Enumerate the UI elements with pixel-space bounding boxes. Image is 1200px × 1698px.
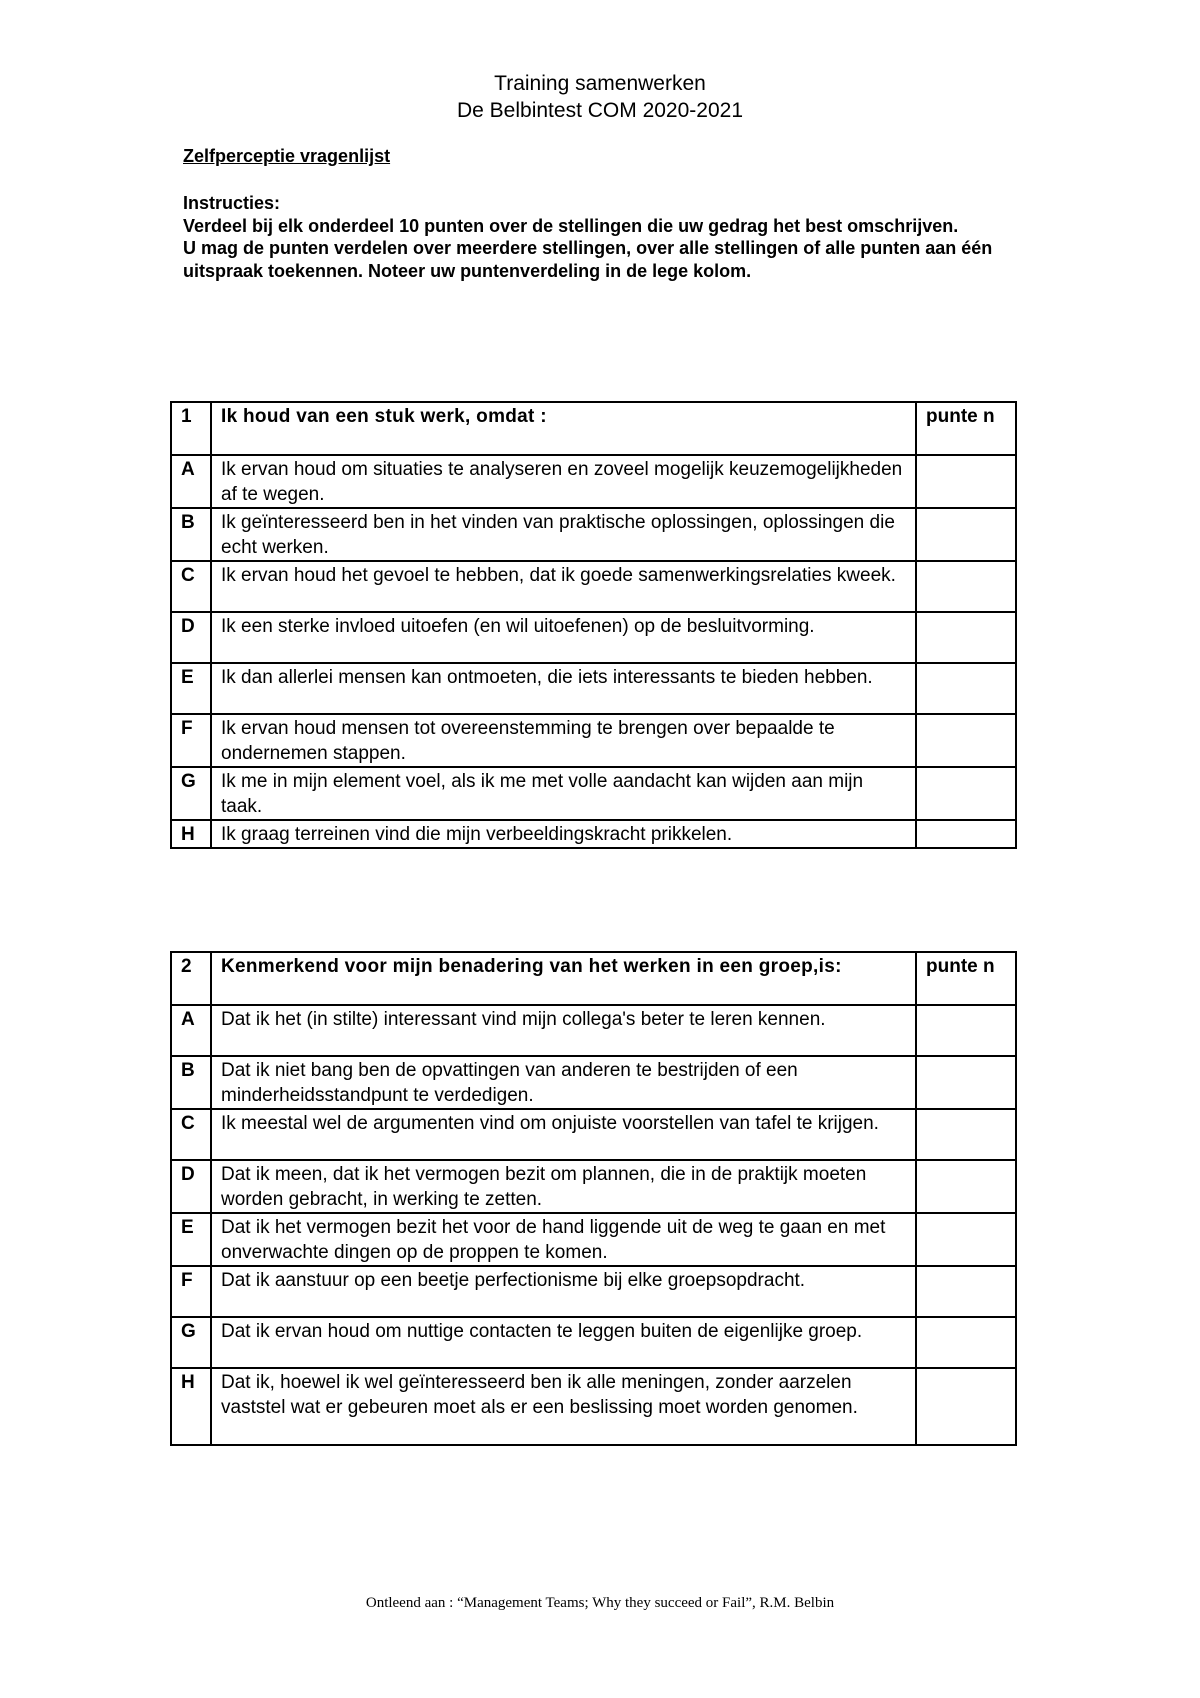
table-row <box>171 1317 1016 1368</box>
points-input-cell[interactable] <box>916 767 1016 820</box>
document-title <box>0 70 1200 124</box>
statement-text: Ik ervan houd mensen tot overeenstemming te brengen over bepaalde te ondernemen stappen. <box>211 714 916 767</box>
points-input-cell[interactable] <box>916 1213 1016 1266</box>
points-input-cell[interactable] <box>916 455 1016 508</box>
instructions-line-1: Verdeel bij elk onderdeel 10 punten over de stellingen die uw gedrag het best omschrijven. <box>183 215 959 236</box>
title-line-1: Training samenwerken <box>494 72 706 95</box>
statement-text: Ik graag terreinen vind die mijn verbeeldingskracht prikkelen. <box>211 820 916 848</box>
row-letter: A <box>171 1005 211 1056</box>
statement-text: Ik ervan houd het gevoel te hebben, dat ik goede samenwerkingsrelaties kweek. <box>211 561 916 612</box>
row-letter: E <box>171 663 211 714</box>
table-row <box>171 767 1016 820</box>
points-input-cell[interactable] <box>916 820 1016 848</box>
points-input-cell[interactable] <box>916 561 1016 612</box>
table-row <box>171 820 1016 848</box>
statement-text: Dat ik aanstuur op een beetje perfectionisme bij elke groepsopdracht. <box>211 1266 916 1317</box>
instructions-line-2: U mag de punten verdelen over meerdere stellingen, over alle stellingen of alle punten aan één uitspraak toekennen. Noteer uw puntenverdeling in de lege kolom. <box>183 238 993 281</box>
question-table-1 <box>170 401 1017 849</box>
points-input-cell[interactable] <box>916 1109 1016 1160</box>
statement-text: Ik me in mijn element voel, als ik me met volle aandacht kan wijden aan mijn taak. <box>211 767 916 820</box>
table-row <box>171 1109 1016 1160</box>
points-column-header: punte n <box>916 402 1016 455</box>
row-letter: H <box>171 1368 211 1445</box>
statement-text: Dat ik, hoewel ik wel geïnteresseerd ben ik alle meningen, zonder aarzelen vaststel wat er gebeuren moet als er een beslissing moet worden genomen. <box>211 1368 916 1445</box>
row-letter: C <box>171 1109 211 1160</box>
question-heading: Kenmerkend voor mijn benadering van het werken in een groep,is: <box>211 952 916 1005</box>
table-row <box>171 561 1016 612</box>
statement-text: Ik geïnteresseerd ben in het vinden van praktische oplossingen, oplossingen die echt werken. <box>211 508 916 561</box>
row-letter: D <box>171 1160 211 1213</box>
table-row <box>171 1160 1016 1213</box>
row-letter: G <box>171 767 211 820</box>
statement-text: Dat ik ervan houd om nuttige contacten te leggen buiten de eigenlijke groep. <box>211 1317 916 1368</box>
statement-text: Ik dan allerlei mensen kan ontmoeten, die iets interessants te bieden hebben. <box>211 663 916 714</box>
points-input-cell[interactable] <box>916 714 1016 767</box>
points-input-cell[interactable] <box>916 1160 1016 1213</box>
table-row <box>171 1368 1016 1445</box>
row-letter: B <box>171 508 211 561</box>
statement-text: Dat ik meen, dat ik het vermogen bezit om plannen, die in de praktijk moeten worden gebracht, in werking te zetten. <box>211 1160 916 1213</box>
row-letter: D <box>171 612 211 663</box>
table-row <box>171 508 1016 561</box>
table-row <box>171 455 1016 508</box>
table-row <box>171 1213 1016 1266</box>
table-row <box>171 612 1016 663</box>
points-input-cell[interactable] <box>916 1368 1016 1445</box>
table-row <box>171 1005 1016 1056</box>
row-letter: G <box>171 1317 211 1368</box>
row-letter: C <box>171 561 211 612</box>
questionnaire-subtitle: Zelfperceptie vragenlijst <box>183 146 391 166</box>
statement-text: Ik meestal wel de argumenten vind om onjuiste voorstellen van tafel te krijgen. <box>211 1109 916 1160</box>
row-letter: F <box>171 714 211 767</box>
points-input-cell[interactable] <box>916 1005 1016 1056</box>
points-column-header: punte n <box>916 952 1016 1005</box>
question-table-2 <box>170 951 1017 1446</box>
row-letter: A <box>171 455 211 508</box>
table-row <box>171 1056 1016 1109</box>
table-row <box>171 714 1016 767</box>
statement-text: Ik ervan houd om situaties te analyseren en zoveel mogelijk keuzemogelijkheden af te wegen. <box>211 455 916 508</box>
row-letter: F <box>171 1266 211 1317</box>
points-input-cell[interactable] <box>916 1317 1016 1368</box>
question-heading: Ik houd van een stuk werk, omdat : <box>211 402 916 455</box>
instructions-label: Instructies: <box>183 193 281 213</box>
points-input-cell[interactable] <box>916 1266 1016 1317</box>
table-row <box>171 663 1016 714</box>
statement-text: Dat ik het (in stilte) interessant vind mijn collega's beter te leren kennen. <box>211 1005 916 1056</box>
question-number: 1 <box>171 402 211 455</box>
points-input-cell[interactable] <box>916 508 1016 561</box>
instructions <box>183 192 1033 282</box>
table-header-row <box>171 402 1016 455</box>
source-footnote: Ontleend aan : “Management Teams; Why they succeed or Fail”, R.M. Belbin <box>365 1595 835 1611</box>
row-letter: H <box>171 820 211 848</box>
points-input-cell[interactable] <box>916 663 1016 714</box>
question-number: 2 <box>171 952 211 1005</box>
points-input-cell[interactable] <box>916 612 1016 663</box>
table-row <box>171 1266 1016 1317</box>
title-line-2: De Belbintest COM 2020-2021 <box>457 99 743 122</box>
statement-text: Dat ik niet bang ben de opvattingen van anderen te bestrijden of een minderheidsstandpunt te verdedigen. <box>211 1056 916 1109</box>
statement-text: Dat ik het vermogen bezit het voor de hand liggende uit de weg te gaan en met onverwachte dingen op de proppen te komen. <box>211 1213 916 1266</box>
statement-text: Ik een sterke invloed uitoefen (en wil uitoefenen) op de besluitvorming. <box>211 612 916 663</box>
points-input-cell[interactable] <box>916 1056 1016 1109</box>
row-letter: E <box>171 1213 211 1266</box>
row-letter: B <box>171 1056 211 1109</box>
table-header-row <box>171 952 1016 1005</box>
